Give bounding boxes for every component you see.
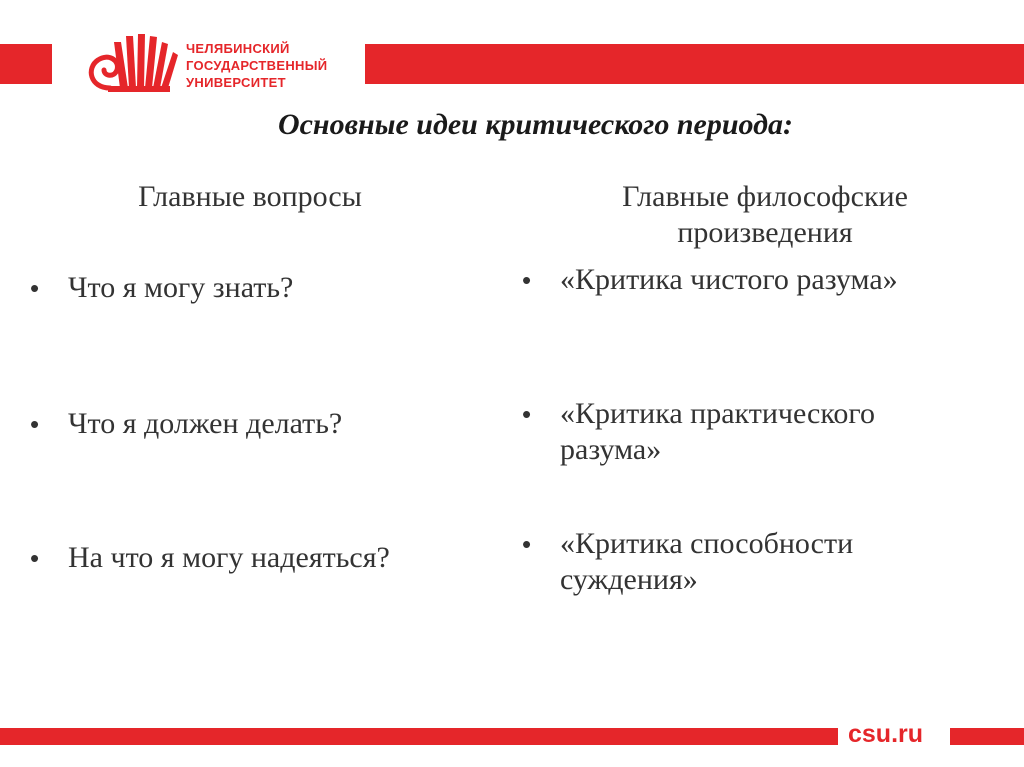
slide-title: Основные идеи критического периода:	[277, 108, 794, 141]
university-name-line: ГОСУДАРСТВЕННЫЙ	[186, 58, 328, 73]
university-name-line: УНИВЕРСИТЕТ	[186, 75, 286, 90]
list-item-text: «Критика практического разума»	[560, 397, 875, 466]
bullet-icon: •	[30, 273, 40, 303]
list-item-text: «Критика способности суждения»	[560, 527, 854, 596]
footer-site-link[interactable]: csu.ru	[848, 720, 924, 748]
list-item-text: Что я могу знать?	[68, 271, 294, 304]
left-column-heading: Главные вопросы	[138, 180, 362, 213]
list-item-text: На что я могу надеяться?	[68, 541, 390, 574]
footer-bar-left	[0, 728, 838, 745]
list-item-text: «Критика чистого разума»	[560, 263, 898, 296]
bullet-icon: •	[522, 399, 532, 429]
header-bar-left	[0, 44, 52, 84]
bullet-icon: •	[30, 409, 40, 439]
university-name-line: ЧЕЛЯБИНСКИЙ	[186, 41, 290, 56]
bullet-icon: •	[522, 529, 532, 559]
bullet-icon: •	[522, 265, 532, 295]
bullet-icon: •	[30, 543, 40, 573]
list-item-text: Что я должен делать?	[68, 407, 343, 440]
csu-logo-icon	[80, 32, 178, 94]
footer-bar-right	[950, 728, 1024, 745]
header-bar-right	[365, 44, 1024, 84]
right-column-heading: Главные философские произведения	[622, 180, 908, 249]
university-name	[186, 40, 327, 91]
